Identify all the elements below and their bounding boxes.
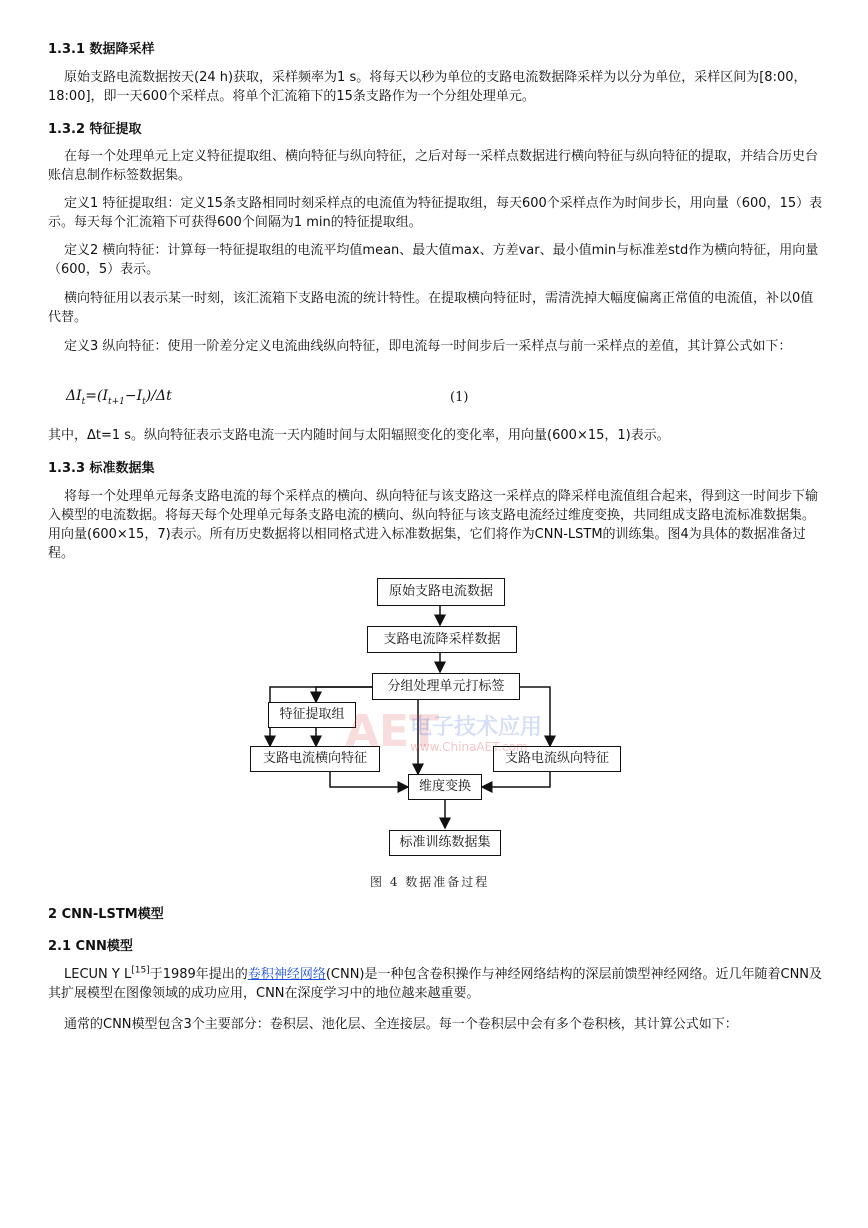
heading-2: 2 CNN-LSTM模型 (48, 907, 164, 922)
arrow-group-to-extract (316, 687, 372, 702)
cnn-link[interactable]: 卷积神经网络 (247, 967, 326, 982)
box-feature-extraction: 特征提取组 (268, 702, 356, 728)
box-horizontal-feature: 支路电流横向特征 (250, 746, 380, 772)
paragraph-definition-2: 定义2 横向特征：计算每一特征提取组的电流平均值mean、最大值max、方差var、最小值min与标准差std作为横向特征，用向量（600，5）表示。 (48, 243, 819, 277)
paragraph-definition-1: 定义1 特征提取组：定义15条支路相同时刻采样点的电流值为特征提取组，每天600个采样点作为时间步长，用向量（600，15）表示。每天每个汇流箱下可获得600个间隔为1 min的特征提取组。 (48, 196, 823, 230)
box-standard-dataset: 标准训练数据集 (389, 830, 501, 856)
heading-1-3-3: 1.3.3 标准数据集 (48, 461, 155, 476)
citation-15[interactable]: [15] (131, 965, 150, 976)
arrow-vertical-to-dim (482, 772, 550, 787)
paragraph-feature-intro: 在每一个处理单元上定义特征提取组、横向特征与纵向特征，之后对每一采样点数据进行横向特征与纵向特征的提取，并结合历史台账信息制作标签数据集。 (48, 149, 819, 183)
formula-number: (1) (450, 390, 469, 405)
box-raw-data: 原始支路电流数据 (377, 578, 505, 606)
flowchart-data-preparation (250, 578, 630, 856)
paragraph-definition-3: 定义3 纵向特征：使用一阶差分定义电流曲线纵向特征，即电流每一时间步后一采样点与前一采样点的差值，其计算公式如下： (64, 339, 792, 354)
paragraph-horizontal-feature: 横向特征用以表示某一时刻，该汇流箱下支路电流的统计特性。在提取横向特征时，需清洗掉大幅度偏离正常值的电流值，补以0值代替。 (48, 291, 814, 325)
arrow-horizontal-to-dim (330, 772, 408, 787)
heading-1-3-1: 1.3.1 数据降采样 (48, 42, 155, 57)
heading-1-3-2: 1.3.2 特征提取 (48, 122, 142, 137)
watermark-logo: AET (345, 706, 440, 757)
paragraph-cnn-intro: LECUN Y L[15]于1989年提出的卷积神经网络(CNN)是一种包含卷积操作与神经网络结构的深层前馈型神经网络。近几年随着CNN及其扩展模型在图像领域的成功应用，CNN在深度学习中的地位越来越重要。 (48, 965, 823, 1001)
box-downsample: 支路电流降采样数据 (367, 626, 517, 653)
figure-4-caption: 图 4 数据准备过程 (370, 875, 490, 889)
watermark-url: www.ChinaAET.com (410, 740, 528, 754)
box-group-label: 分组处理单元打标签 (372, 673, 520, 700)
paragraph-standard-dataset: 将每一个处理单元每条支路电流的每个采样点的横向、纵向特征与该支路这一采样点的降采样电流值组合起来，得到这一时间步下输入模型的电流数据。将每天每个处理单元每条支路电流的横向、纵向特征与该支路电流经过维度变换，共同组成支路电流标准数据集。用向量(600×15，7)表示。所有历史数据将以相同格式进入标准数据集，它们将作为CNN-LSTM的训练集。图4为具体的数据准备过程。 (48, 489, 819, 561)
watermark-cn: 电子技术应用 (410, 715, 543, 740)
paragraph-delta-t: 其中，Δt=1 s。纵向特征表示支路电流一天内随时间与太阳辐照变化的变化率，用向量(600×15，1)表示。 (48, 428, 670, 443)
formula-1: $\Delta I_t=(I_{t+1}-I_t)/\Delta t$ (66, 388, 172, 407)
box-dimension-transform: 维度变换 (408, 774, 482, 800)
paragraph-downsampling: 原始支路电流数据按天(24 h)获取，采样频率为1 s。将每天以秒为单位的支路电流数据降采样为以分为单位，采样区间为[8:00，18:00]，即一天600个采样点。将单个汇流箱下的15条支路作为一个分组处理单元。 (48, 70, 807, 104)
paragraph-cnn-structure: 通常的CNN模型包含3个主要部分：卷积层、池化层、全连接层。每一个卷积层中会有多个卷积核，其计算公式如下： (64, 1017, 738, 1032)
heading-2-1: 2.1 CNN模型 (48, 939, 133, 954)
box-vertical-feature: 支路电流纵向特征 (493, 746, 621, 772)
